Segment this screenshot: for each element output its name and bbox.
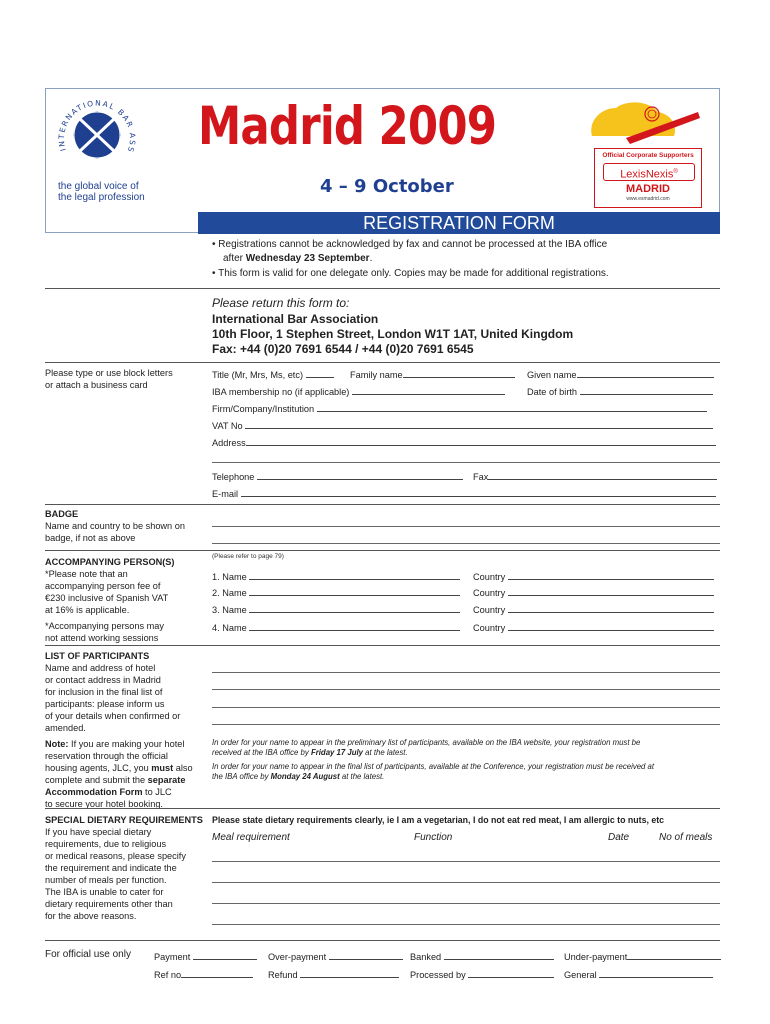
overpayment-field[interactable]: Over-payment — [268, 950, 403, 962]
firm-field[interactable]: Firm/Company/Institution — [212, 402, 707, 414]
ref-no-field[interactable]: Ref no — [154, 968, 253, 980]
general-field[interactable]: General — [564, 968, 713, 980]
col-date: Date — [608, 832, 630, 843]
return-heading: Please return this form to: — [212, 296, 350, 310]
official-use-heading: For official use only — [45, 949, 131, 960]
iba-membership-field[interactable]: IBA membership no (if applicable) — [212, 385, 505, 397]
dietary-line-2[interactable] — [212, 882, 720, 883]
address-field[interactable]: Address — [212, 436, 716, 448]
return-line-1: International Bar Association — [212, 312, 379, 326]
family-name-field[interactable]: Family name — [350, 368, 515, 380]
accompanying-section: ACCOMPANYING PERSON(S) *Please note that an accompanying person fee of €230 inclusive of Spanish VAT at 16% is applicable. *Accompanying persons may not attend working sessions — [45, 557, 175, 643]
org-tagline: the global voice of the legal profession — [58, 181, 145, 203]
badge-line-2[interactable] — [212, 543, 720, 544]
address-line-2[interactable] — [212, 462, 720, 463]
accompanying-country-1[interactable]: Country — [473, 570, 714, 582]
sponsor-heading: Official Corporate Supporters — [602, 152, 694, 159]
participants-info-2: In order for your name to appear in the final list of participants, available at the Conference, your registration must be received at the IBA office by Monday 24 August at the latest. — [212, 762, 655, 781]
badge-section: BADGE Name and country to be shown on badge, if not as above — [45, 509, 185, 543]
participants-line-2[interactable] — [212, 689, 720, 690]
event-dates: 4 – 9 October — [320, 176, 454, 197]
note-1a: • Registrations cannot be acknowledged by fax and cannot be processed at the IBA office — [212, 239, 608, 250]
email-field[interactable]: E-mail — [212, 487, 716, 499]
date-of-birth-field[interactable]: Date of birth — [527, 385, 713, 397]
note-1b: after Wednesday 23 September. — [223, 253, 373, 264]
col-meal-requirement: Meal requirement — [212, 832, 290, 843]
divider — [45, 645, 720, 646]
vat-field[interactable]: VAT No — [212, 419, 713, 431]
accompanying-name-4[interactable]: 4. Name — [212, 621, 460, 633]
note-2: • This form is valid for one delegate only. Copies may be made for additional registrations. — [212, 268, 609, 279]
dietary-line-3[interactable] — [212, 903, 720, 904]
divider — [45, 808, 720, 809]
accompanying-country-3[interactable]: Country — [473, 603, 714, 615]
fax-field[interactable]: Fax — [473, 470, 717, 482]
delegate-instructions: Please type or use block letters or attach a business card — [45, 368, 173, 390]
accompanying-country-4[interactable]: Country — [473, 621, 714, 633]
accompanying-ref: (Please refer to page 79) — [212, 553, 284, 560]
divider — [45, 288, 720, 289]
form-banner: REGISTRATION FORM — [198, 212, 720, 234]
processed-by-field[interactable]: Processed by — [410, 968, 554, 980]
participants-line-3[interactable] — [212, 707, 720, 708]
participants-info-1: In order for your name to appear in the preliminary list of participants, available on the IBA website, your registration must be received at the IBA office by Friday 17 July at the latest. — [212, 738, 641, 757]
dietary-line-1[interactable] — [212, 861, 720, 862]
badge-line-1[interactable] — [212, 526, 720, 527]
refund-field[interactable]: Refund — [268, 968, 399, 980]
col-no-of-meals: No of meals — [659, 832, 713, 843]
accompanying-name-2[interactable]: 2. Name — [212, 586, 460, 598]
return-line-2: 10th Floor, 1 Stephen Street, London W1T 1AT, United Kingdom — [212, 327, 574, 341]
payment-field[interactable]: Payment — [154, 950, 257, 962]
svg-text:INTERNATIONAL BAR ASSOCIATION: INTERNATIONAL BAR ASS — [56, 98, 138, 155]
sponsor-box — [594, 148, 702, 208]
dietary-prompt: Please state dietary requirements clearly, ie I am a vegetarian, I do not eat red meat, I am allergic to nuts, etc — [212, 815, 665, 825]
col-function: Function — [414, 832, 453, 843]
dietary-line-4[interactable] — [212, 924, 720, 925]
esmadrid-url: www.esmadrid.com — [626, 196, 670, 202]
accompanying-name-1[interactable]: 1. Name — [212, 570, 460, 582]
divider — [45, 550, 720, 551]
participants-line-4[interactable] — [212, 724, 720, 725]
divider — [45, 362, 720, 363]
accompanying-country-2[interactable]: Country — [473, 586, 714, 598]
underpayment-field[interactable]: Under-payment — [564, 950, 721, 962]
guitar-illustration — [586, 92, 706, 148]
divider — [45, 940, 720, 941]
return-line-3: Fax: +44 (0)20 7691 6544 / +44 (0)20 7691 6545 — [212, 342, 474, 356]
participants-line-1[interactable] — [212, 672, 720, 673]
dietary-section: SPECIAL DIETARY REQUIREMENTS If you have special dietary requirements, due to religious or medical reasons, please specify the requirement and indicate the number of meals per function. The IBA is unable to cater for dietary requirements other than for the above reasons. — [45, 815, 203, 921]
logo-ring-text — [52, 94, 142, 180]
telephone-field[interactable]: Telephone — [212, 470, 463, 482]
event-title: Madrid 2009 — [198, 96, 497, 157]
title-field[interactable]: Title (Mr, Mrs, Ms, etc) — [212, 368, 334, 380]
participants-section: LIST OF PARTICIPANTS Name and address of hotel or contact address in Madrid for inclusion in the final list of participants: please inform us of your details when confirmed or amended. Note: If you are making your hotel reservation through the official housing agents, JLC, you must also complete and submit the separate Accommodation Form to JLC to secure your hotel booking. — [45, 651, 193, 809]
banked-field[interactable]: Banked — [410, 950, 554, 962]
accompanying-name-3[interactable]: 3. Name — [212, 603, 460, 615]
esmadrid-logo: MADRID — [626, 183, 670, 195]
divider — [45, 504, 720, 505]
lexisnexis-logo: LexisNexis® — [603, 163, 695, 181]
given-name-field[interactable]: Given name — [527, 368, 714, 380]
